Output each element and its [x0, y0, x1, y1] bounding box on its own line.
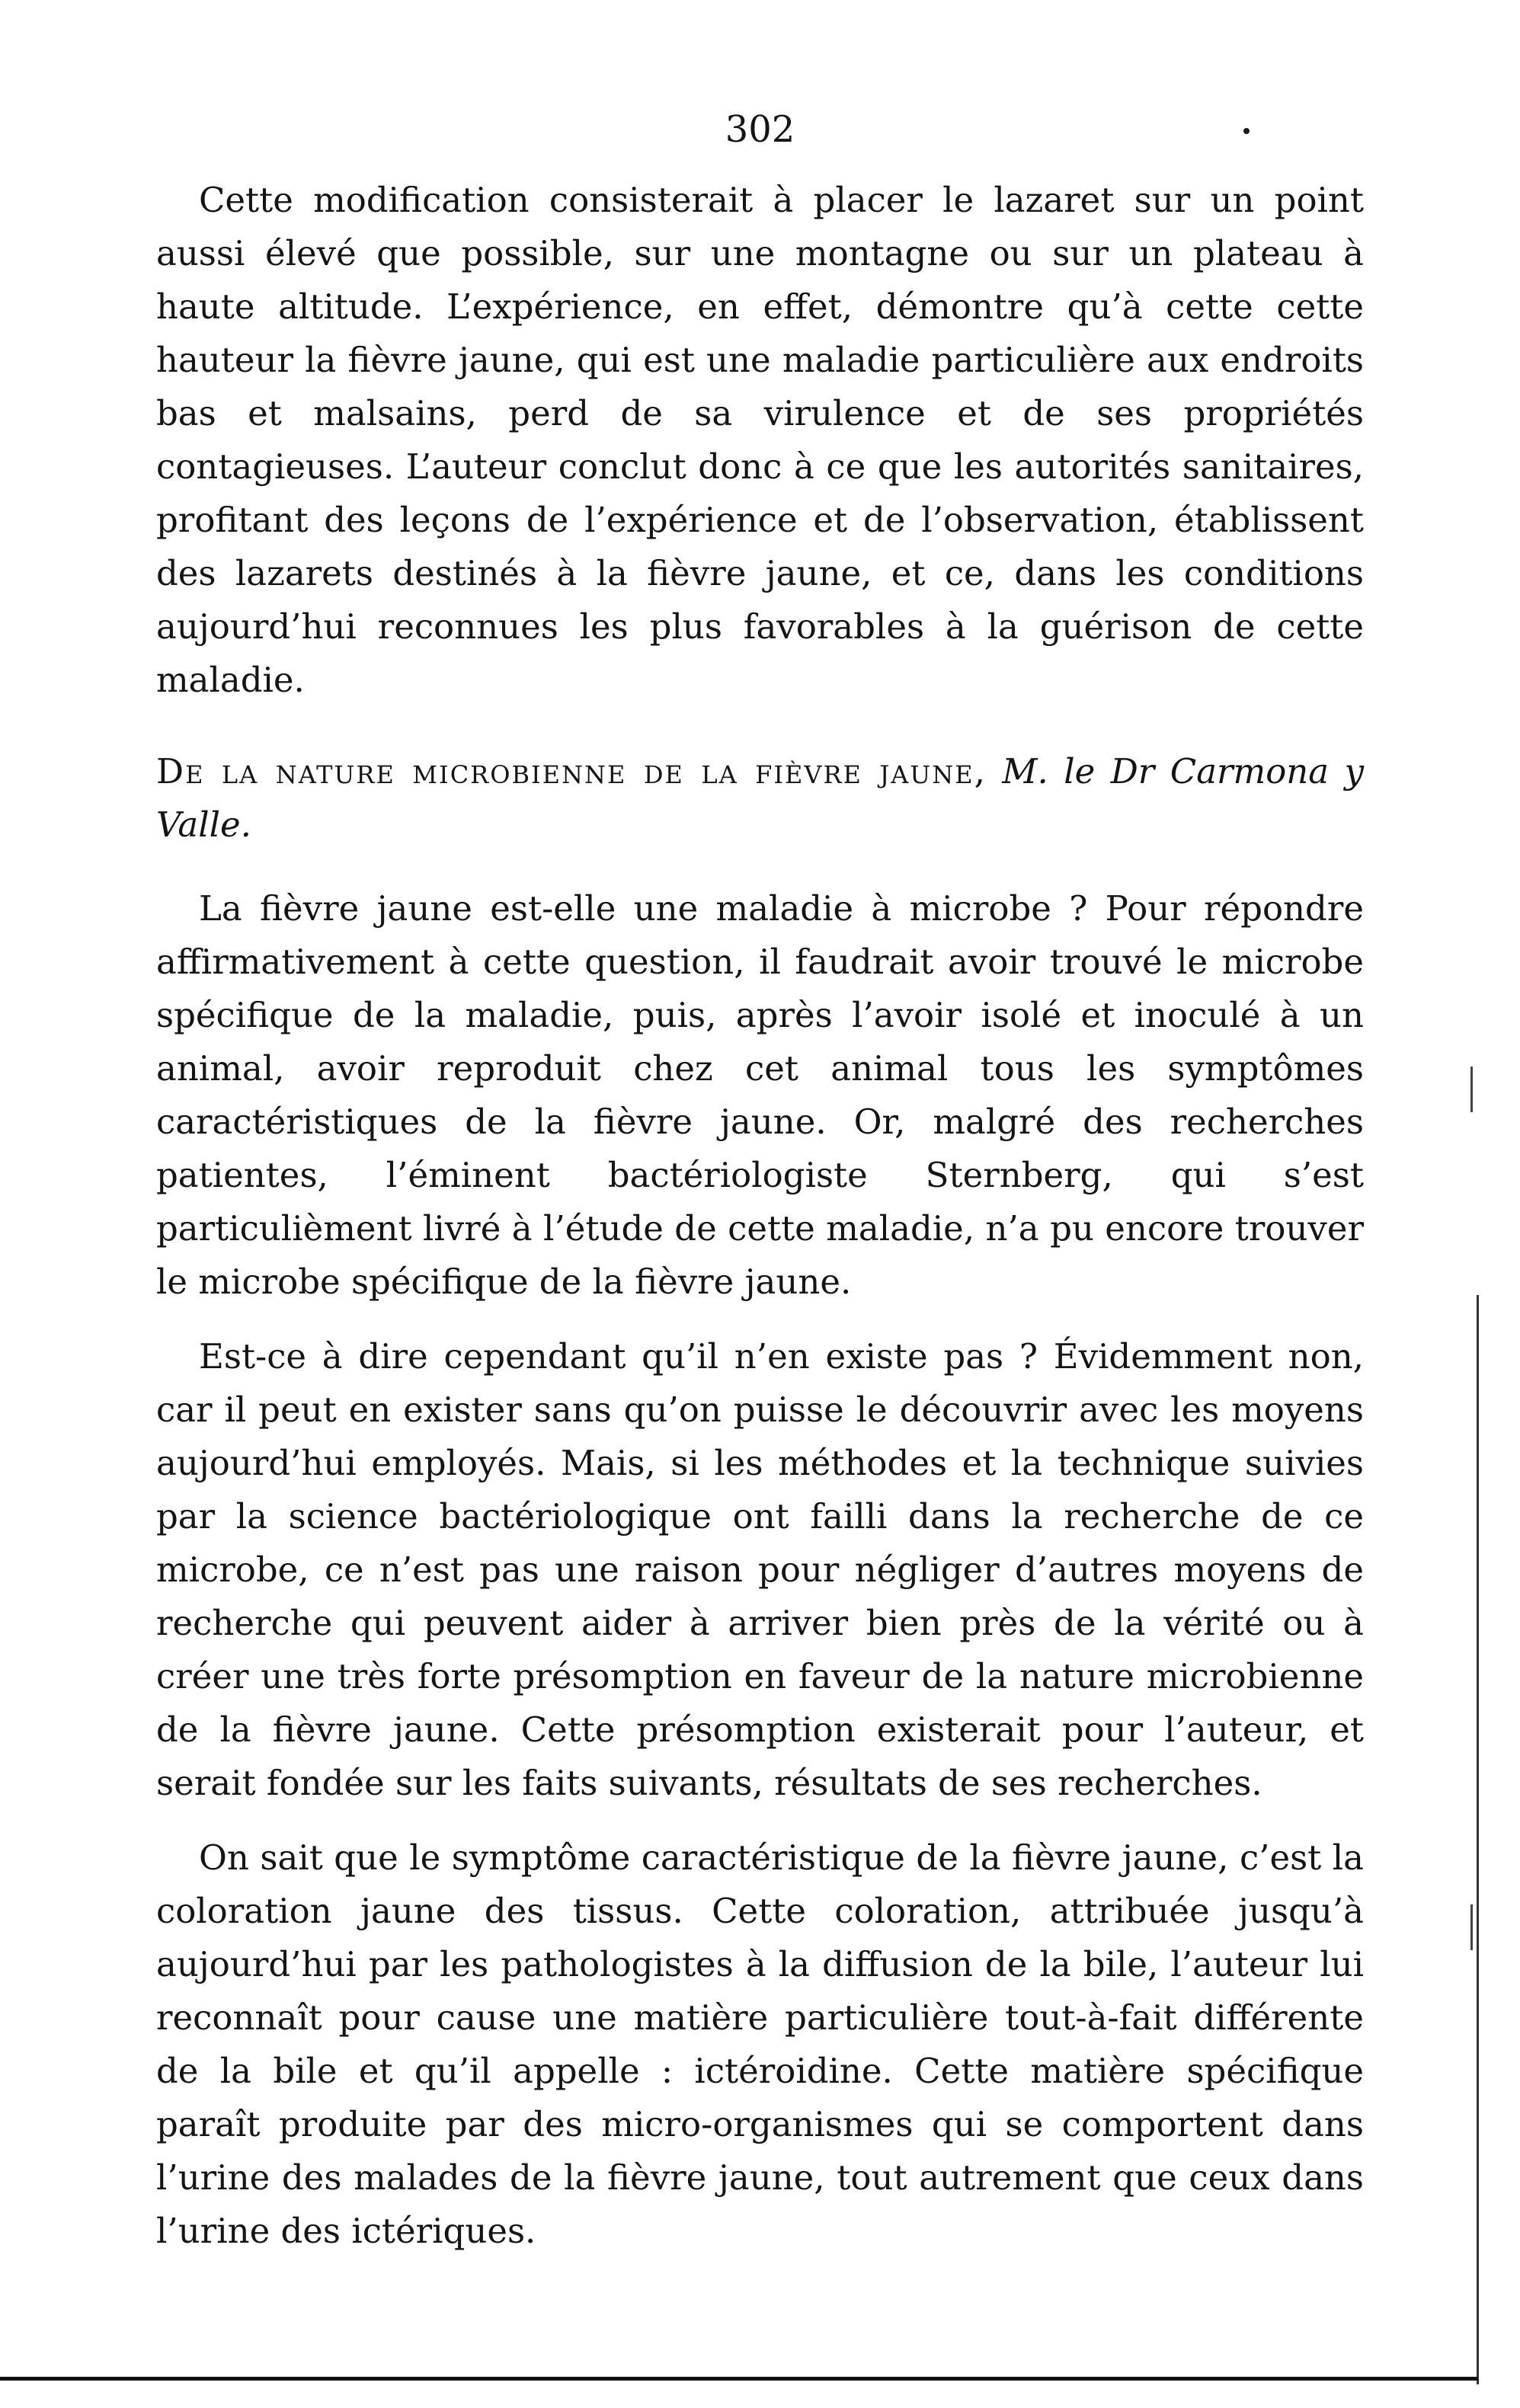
section-title: De la nature microbienne de la fièvre jaune,: [156, 751, 987, 791]
page-edge-line: [1477, 1295, 1479, 2384]
paragraph-1: La fièvre jaune est-elle une maladie à microbe ? Pour répondre affirmativement à cette question, il faudrait avoir trouvé le microbe spécifique de la maladie, puis, après l’avoir isolé et inoculé à un animal, avoir reproduit chez cet animal tous les symptômes caractéristiques de la fièvre jaune. Or, malgré des recherches patientes, l’éminent bactériologiste Sternberg, qui s’est particulièment livré à l’étude de cette maladie, n’a pu encore trouver le microbe spécifique de la fièvre jaune.: [156, 888, 1364, 1302]
paragraph-2: Est-ce à dire cependant qu’il n’en existe pas ? Évidemment non, car il peut en exister sans qu’on puisse le découvrir avec les moyens aujourd’hui employés. Mais, si les méthodes et la technique suivies par la science bactériologique ont failli dans la recherche de ce microbe, ce n’est pas une raison pour négliger d’autres moyens de recherche qui peuvent aider à arriver bien près de la vérité ou à créer une très forte présomption en faveur de la nature microbienne de la fièvre jaune. Cette présomption existerait pour l’auteur, et serait fondée sur les faits suivants, résultats de ses recherches.: [156, 1336, 1364, 1803]
margin-dot: [1243, 128, 1250, 134]
paragraph-intro: Cette modification consisterait à placer le lazaret sur un point aussi élevé que possible, sur une montagne ou sur un plateau à haute altitude. L’expérience, en effet, démontre qu’à cette cette hauteur la fièvre jaune, qui est une maladie particulière aux endroits bas et malsains, perd de sa virulence et de ses propriétés contagieuses. L’auteur conclut donc à ce que les autorités sanitaires, profitant des leçons de l’expérience et de l’observation, établissent des lazarets destinés à la fièvre jaune, et ce, dans les conditions aujourd’hui reconnues les plus favorables à la guérison de cette maladie.: [156, 180, 1364, 700]
page-body: [156, 174, 1364, 2258]
page-edge-mark: [1470, 1066, 1473, 1112]
section-heading: [156, 745, 1364, 852]
page-bottom-rule: [0, 2377, 1478, 2381]
paragraph-3: On sait que le symptôme caractéristique de la fièvre jaune, c’est la coloration jaune des tissus. Cette coloration, attribuée jusqu’à aujourd’hui par les pathologistes à la diffusion de la bile, l’auteur lui reconnaît pour cause une matière particulière tout-à-fait différente de la bile et qu’il appelle : ictéroidine. Cette matière spécifique paraît produite par des micro-organismes qui se comportent dans l’urine des malades de la fièvre jaune, tout autrement que ceux dans l’urine des ictériques.: [156, 1837, 1364, 2251]
section-author: M. le Dr Carmona y Valle.: [156, 751, 1364, 845]
page-edge-mark: [1470, 1904, 1473, 1950]
page-number: 302: [725, 108, 795, 151]
